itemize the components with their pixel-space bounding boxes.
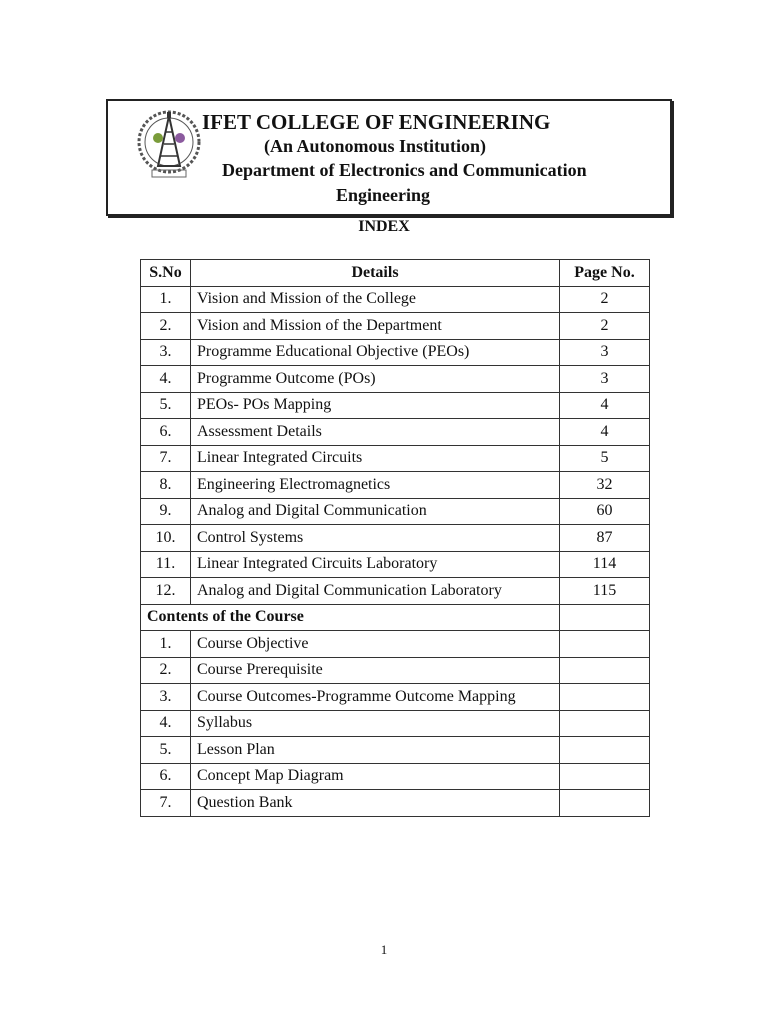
row-details: Concept Map Diagram: [191, 763, 560, 790]
row-sno: 2.: [141, 313, 191, 340]
row-page: [560, 657, 650, 684]
row-page: 60: [560, 498, 650, 525]
table-row: [141, 790, 650, 817]
row-sno: 7.: [141, 790, 191, 817]
row-page: [560, 631, 650, 658]
row-page: 5: [560, 445, 650, 472]
department-name-line2: Engineering: [336, 185, 431, 205]
row-sno: 6.: [141, 763, 191, 790]
row-page: [560, 710, 650, 737]
table-row: [141, 578, 650, 605]
table-row: [141, 419, 650, 446]
row-details: Assessment Details: [191, 419, 560, 446]
table-row: [141, 313, 650, 340]
row-page: 4: [560, 392, 650, 419]
row-page: 32: [560, 472, 650, 499]
table-row: [141, 710, 650, 737]
table-row: [141, 631, 650, 658]
institution-status: (An Autonomous Institution): [264, 136, 487, 156]
row-page: 114: [560, 551, 650, 578]
table-row: [141, 525, 650, 552]
row-sno: 4.: [141, 366, 191, 393]
row-details: Syllabus: [191, 710, 560, 737]
row-details: Analog and Digital Communication: [191, 498, 560, 525]
row-sno: 3.: [141, 339, 191, 366]
page-number: 1: [380, 942, 388, 957]
row-sno: 1.: [141, 286, 191, 313]
row-details: Lesson Plan: [191, 737, 560, 764]
row-details: Analog and Digital Communication Laboratory: [191, 578, 560, 605]
row-page: 115: [560, 578, 650, 605]
table-row: [141, 498, 650, 525]
row-page: 2: [560, 286, 650, 313]
row-details: Question Bank: [191, 790, 560, 817]
section-title-row: [141, 604, 650, 631]
row-sno: 4.: [141, 710, 191, 737]
row-details: Control Systems: [191, 525, 560, 552]
row-page: [560, 763, 650, 790]
row-sno: 9.: [141, 498, 191, 525]
row-page: 2: [560, 313, 650, 340]
row-details: Course Prerequisite: [191, 657, 560, 684]
department-name-line1: Department of Electronics and Communication: [222, 160, 587, 180]
table-header-row: [141, 260, 650, 287]
table-row: [141, 684, 650, 711]
row-sno: 3.: [141, 684, 191, 711]
row-details: Vision and Mission of the College: [191, 286, 560, 313]
row-details: Programme Educational Objective (PEOs): [191, 339, 560, 366]
column-header-page: Page No.: [560, 260, 650, 287]
row-sno: 7.: [141, 445, 191, 472]
table-row: [141, 551, 650, 578]
table-row: [141, 445, 650, 472]
index-table: [140, 259, 650, 817]
table-row: [141, 392, 650, 419]
row-page: 3: [560, 366, 650, 393]
table-row: [141, 339, 650, 366]
row-page: 87: [560, 525, 650, 552]
row-sno: 11.: [141, 551, 191, 578]
row-page: [560, 790, 650, 817]
table-row: [141, 737, 650, 764]
row-details: Linear Integrated Circuits Laboratory: [191, 551, 560, 578]
row-sno: 8.: [141, 472, 191, 499]
section-title: Contents of the Course: [141, 604, 560, 631]
table-row: [141, 657, 650, 684]
row-sno: 10.: [141, 525, 191, 552]
row-details: Linear Integrated Circuits: [191, 445, 560, 472]
row-sno: 12.: [141, 578, 191, 605]
index-heading: INDEX: [358, 218, 410, 235]
table-row: [141, 366, 650, 393]
row-details: Engineering Electromagnetics: [191, 472, 560, 499]
row-sno: 5.: [141, 392, 191, 419]
column-header-sno: S.No: [141, 260, 191, 287]
row-page: [560, 604, 650, 631]
table-row: [141, 286, 650, 313]
index-table-body: [141, 286, 650, 816]
row-details: Vision and Mission of the Department: [191, 313, 560, 340]
row-page: [560, 737, 650, 764]
table-row: [141, 472, 650, 499]
row-details: PEOs- POs Mapping: [191, 392, 560, 419]
row-sno: 1.: [141, 631, 191, 658]
table-row: [141, 763, 650, 790]
header-box: [106, 99, 672, 216]
row-sno: 2.: [141, 657, 191, 684]
row-page: 4: [560, 419, 650, 446]
college-name: IFET COLLEGE OF ENGINEERING: [202, 110, 551, 134]
row-details: Course Outcomes-Programme Outcome Mapping: [191, 684, 560, 711]
row-page: [560, 684, 650, 711]
row-details: Programme Outcome (POs): [191, 366, 560, 393]
row-page: 3: [560, 339, 650, 366]
row-sno: 5.: [141, 737, 191, 764]
college-logo-icon: [128, 104, 210, 186]
column-header-details: Details: [191, 260, 560, 287]
row-details: Course Objective: [191, 631, 560, 658]
row-sno: 6.: [141, 419, 191, 446]
